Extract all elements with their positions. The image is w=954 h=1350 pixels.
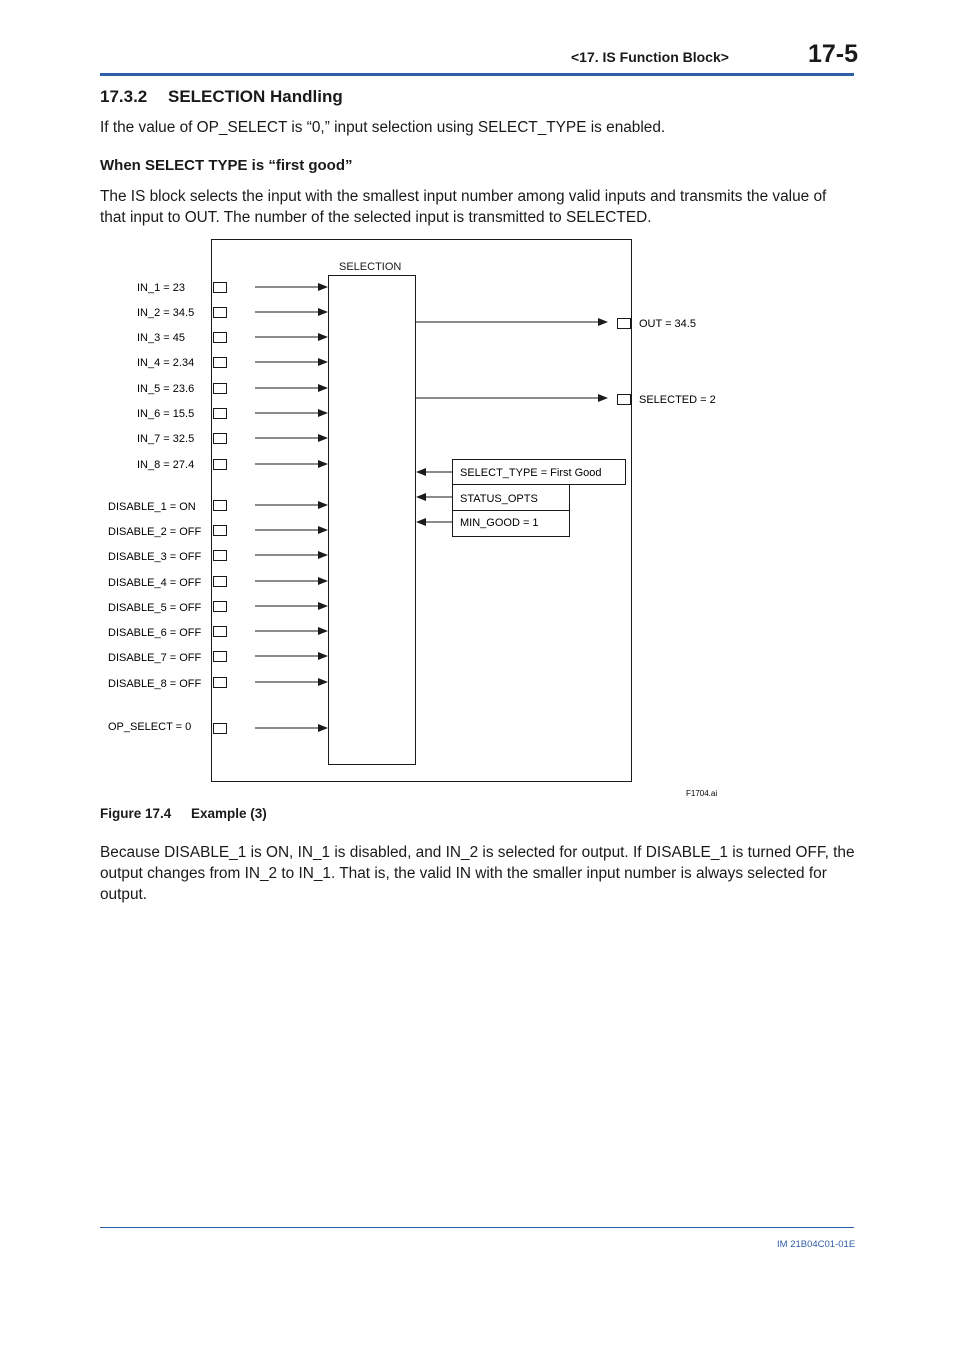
section-number: 17.3.2: [100, 87, 148, 106]
output-row-selected: [416, 394, 716, 406]
disable-row: [108, 577, 327, 590]
disable-label: DISABLE_8 = OFF: [108, 678, 202, 690]
input-label: IN_6 = 15.5: [137, 408, 195, 420]
disable-terminal: [214, 627, 227, 637]
input-row: [137, 332, 327, 344]
disable-terminal: [214, 526, 227, 536]
page-number: 17-5: [808, 40, 859, 68]
footer-doc-number: IM 21B04C01-01E: [777, 1239, 856, 1250]
input-label: IN_5 = 23.6: [137, 383, 195, 395]
subsection-body: The IS block selects the input with the smallest input number among valid inputs and transmits the value of that input to OUT. The number of the selected input is transmitted to SELECTED.: [100, 188, 827, 226]
input-row: [137, 408, 327, 420]
input-label: IN_4 = 2.34: [137, 357, 195, 369]
input-terminal: [214, 434, 227, 444]
output-terminal: [618, 395, 631, 405]
input-row: [137, 307, 327, 319]
input-terminal: [214, 460, 227, 470]
footer-divider: [100, 1227, 854, 1228]
output-terminal: [618, 319, 631, 329]
section-title: SELECTION Handling: [168, 87, 343, 106]
disable-terminal: [214, 602, 227, 612]
disable-terminal: [214, 577, 227, 587]
figure-caption-title: Example (3): [191, 806, 267, 821]
param-select-type: [417, 460, 626, 485]
disable-row: [108, 652, 327, 665]
input-terminal: [214, 283, 227, 293]
input-terminal: [214, 384, 227, 394]
disable-label: DISABLE_7 = OFF: [108, 652, 202, 664]
input-label: IN_1 = 23: [137, 282, 186, 294]
op-select-label: OP_SELECT = 0: [108, 721, 192, 733]
param-min-good: [417, 511, 570, 537]
input-row: [137, 383, 327, 395]
param-status-opts: [417, 485, 570, 511]
disable-label: DISABLE_6 = OFF: [108, 627, 202, 639]
input-label: IN_7 = 32.5: [137, 433, 195, 445]
disable-label: DISABLE_2 = OFF: [108, 526, 202, 538]
input-terminal: [214, 358, 227, 368]
output-label: SELECTED = 2: [639, 394, 716, 406]
op-select-row: [108, 721, 327, 734]
disable-row: [108, 678, 327, 691]
disable-terminal: [214, 652, 227, 662]
input-terminal: [214, 333, 227, 343]
disable-terminal: [214, 678, 227, 688]
selection-block-label: SELECTION: [339, 261, 402, 273]
input-row: [137, 282, 327, 294]
disable-terminal: [214, 501, 227, 511]
disable-row: [108, 602, 327, 615]
input-label: IN_2 = 34.5: [137, 307, 195, 319]
disable-row: [108, 551, 327, 564]
input-label: IN_8 = 27.4: [137, 459, 195, 471]
input-row: [137, 357, 327, 369]
closing-paragraph: Because DISABLE_1 is ON, IN_1 is disabled, and IN_2 is selected for output. If DISABLE_1 is turned OFF, the output changes from IN_2 to IN_1. That is, the valid IN with the smaller input number is always selected for output.: [100, 844, 855, 903]
selection-block: [329, 276, 416, 765]
disable-row: [108, 526, 327, 539]
output-label: OUT = 34.5: [639, 318, 696, 330]
param-label: MIN_GOOD = 1: [460, 517, 539, 529]
disable-terminal: [214, 551, 227, 561]
param-label: SELECT_TYPE = First Good: [460, 467, 602, 479]
section-intro: If the value of OP_SELECT is “0,” input selection using SELECT_TYPE is enabled.: [100, 119, 666, 136]
figure-caption-number: Figure 17.4: [100, 806, 172, 821]
disable-row: [108, 501, 327, 514]
input-terminal: [214, 409, 227, 419]
subsection-title: When SELECT TYPE is “first good”: [100, 157, 353, 174]
disable-row: [108, 627, 327, 640]
output-row-out: [416, 318, 696, 330]
header-section-title: <17. IS Function Block>: [571, 49, 729, 65]
param-label: STATUS_OPTS: [460, 493, 538, 505]
disable-label: DISABLE_3 = OFF: [108, 551, 202, 563]
disable-label: DISABLE_4 = OFF: [108, 577, 202, 589]
input-row: [137, 433, 327, 445]
figure-file-id: F1704.ai: [686, 789, 718, 798]
figure-caption: [100, 806, 267, 821]
disable-label: DISABLE_5 = OFF: [108, 602, 202, 614]
input-terminal: [214, 308, 227, 318]
disable-label: DISABLE_1 = ON: [108, 501, 196, 513]
input-row: [137, 459, 327, 471]
op-select-terminal: [214, 724, 227, 734]
input-label: IN_3 = 45: [137, 332, 186, 344]
